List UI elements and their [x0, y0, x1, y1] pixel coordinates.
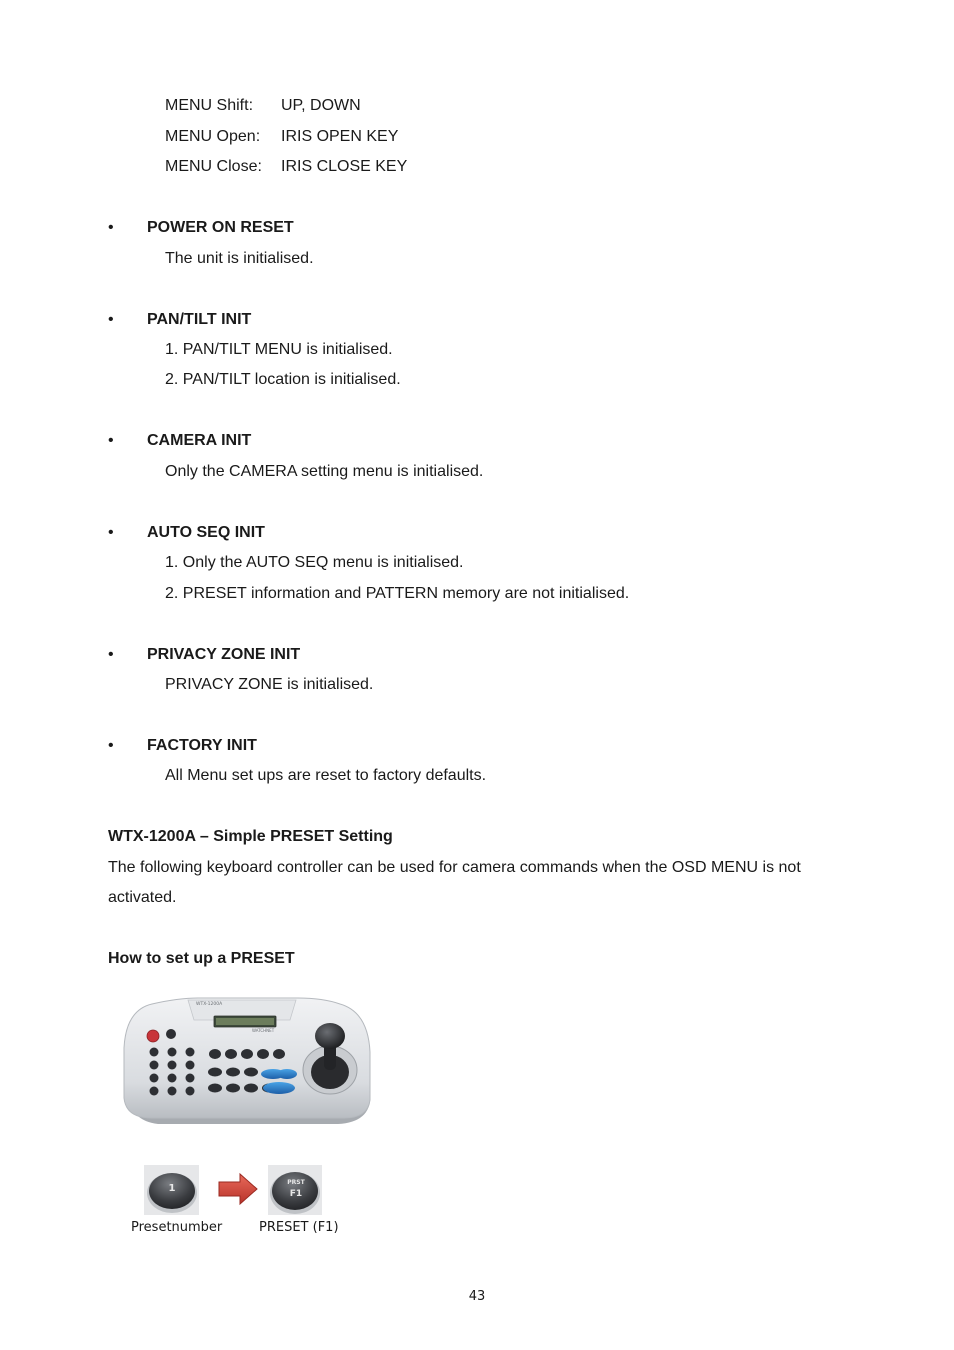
preset-key-bottom-label: F1 — [289, 1189, 303, 1199]
section-line: PRIVACY ZONE is initialised. — [165, 676, 374, 693]
preset-key-top-label: PRST — [287, 1179, 305, 1186]
section-title-pan-tilt-init: PAN/TILT INIT — [147, 311, 252, 328]
bullet-pan-tilt-init: • — [108, 311, 114, 328]
section-line: 2. PRESET information and PATTERN memory are not initialised. — [165, 585, 630, 602]
bullet-camera-init: • — [108, 432, 114, 449]
menu-close-label: MENU Close: — [165, 158, 262, 175]
how-to-heading: How to set up a PRESET — [108, 950, 295, 967]
preset-f1-key-image — [268, 1165, 322, 1215]
section-line: 2. PAN/TILT location is initialised. — [165, 371, 401, 388]
keyboard-controller-image — [118, 990, 378, 1132]
section-title-factory-init: FACTORY INIT — [147, 737, 257, 754]
bullet-privacy-zone-init: • — [108, 646, 114, 663]
bullet-power-on-reset: • — [108, 219, 114, 236]
simple-preset-heading: WTX-1200A – Simple PRESET Setting — [108, 828, 393, 845]
section-line: 1. Only the AUTO SEQ menu is initialised. — [165, 554, 464, 571]
simple-preset-paragraph-line2: activated. — [108, 889, 177, 906]
section-line: All Menu set ups are reset to factory defaults. — [165, 767, 487, 784]
bullet-auto-seq-init: • — [108, 524, 114, 541]
model-label: WTX-1200A — [196, 1002, 223, 1007]
arrow-right-icon — [218, 1172, 258, 1206]
menu-shift-value: UP, DOWN — [281, 97, 361, 114]
preset-number-key-image — [144, 1165, 199, 1215]
menu-open-value: IRIS OPEN KEY — [281, 128, 399, 145]
menu-open-label: MENU Open: — [165, 128, 261, 145]
section-line: Only the CAMERA setting menu is initialised. — [165, 463, 484, 480]
section-title-power-on-reset: POWER ON RESET — [147, 219, 294, 236]
caption-preset-number: Presetnumber — [131, 1220, 223, 1235]
key-number-label: 1 — [168, 1183, 176, 1194]
section-line: The unit is initialised. — [165, 250, 314, 267]
section-title-privacy-zone-init: PRIVACY ZONE INIT — [147, 646, 301, 663]
menu-close-value: IRIS CLOSE KEY — [281, 158, 408, 175]
simple-preset-paragraph-line1: The following keyboard controller can be used for camera commands when the OSD MENU is not — [108, 859, 801, 876]
section-title-camera-init: CAMERA INIT — [147, 432, 252, 449]
bullet-factory-init: • — [108, 737, 114, 754]
section-title-auto-seq-init: AUTO SEQ INIT — [147, 524, 265, 541]
page-number: 43 — [468, 1289, 486, 1304]
section-line: 1. PAN/TILT MENU is initialised. — [165, 341, 393, 358]
menu-shift-label: MENU Shift: — [165, 97, 254, 114]
caption-preset-f1: PRESET (F1) — [259, 1220, 339, 1235]
brand-label: WATCHNET — [252, 1028, 275, 1033]
